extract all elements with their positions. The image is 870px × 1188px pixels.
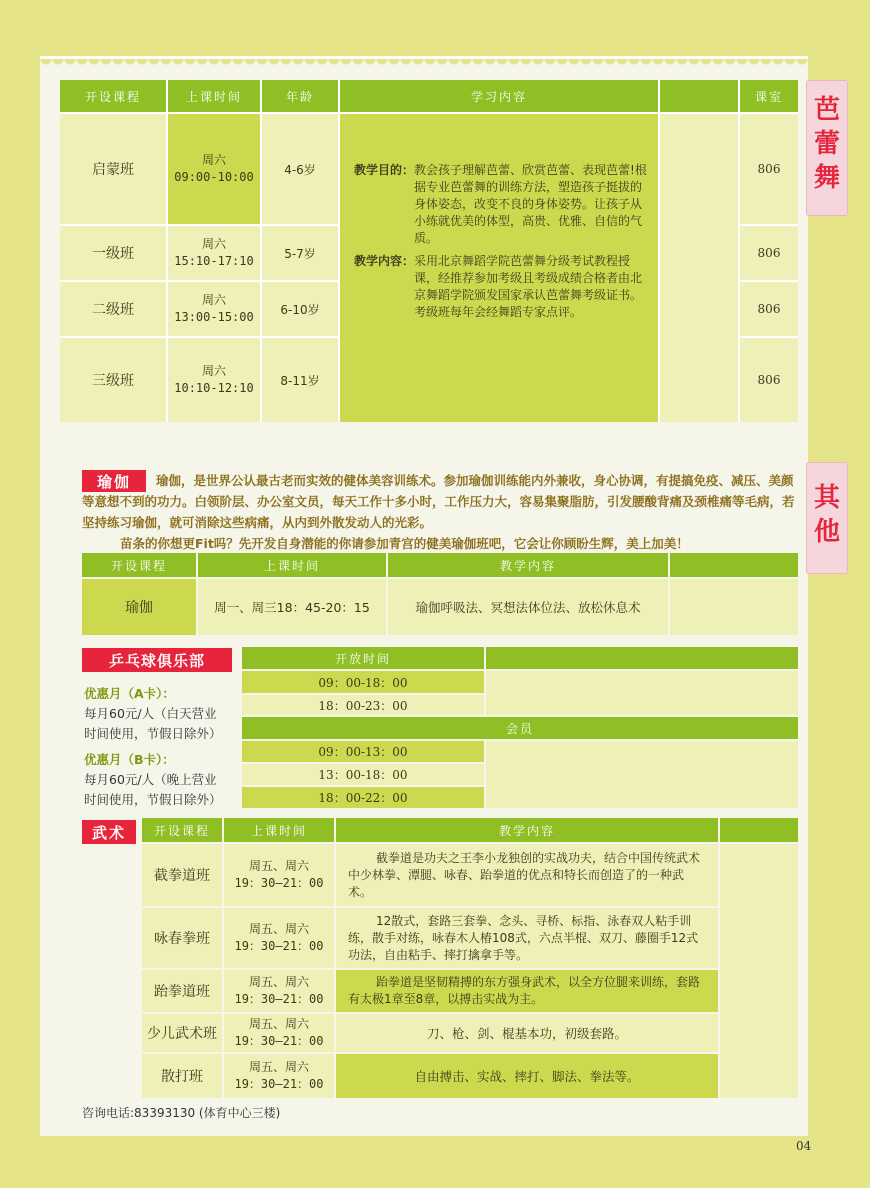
yoga-content: 瑜伽呼吸法、冥想法体位法、放松休息术 — [388, 579, 668, 635]
wushu-header-blank — [720, 818, 798, 842]
wushu-time — [224, 970, 334, 1012]
wushu-time — [224, 1054, 334, 1098]
wushu-content — [336, 908, 718, 968]
ballet-age: 4-6岁 — [262, 114, 338, 224]
yoga-blank — [670, 579, 798, 635]
ballet-course-name: 启蒙班 — [60, 114, 166, 224]
wushu-content — [336, 970, 718, 1012]
ballet-header-age: 年龄 — [262, 80, 338, 112]
card-b-title: 优惠月（B卡）： — [84, 752, 175, 767]
bottom-band — [0, 1136, 870, 1188]
wushu-blank-column — [720, 844, 798, 1098]
card-a — [84, 684, 222, 744]
card-b-text: 每月60元/人（晚上营业 — [84, 772, 217, 787]
wushu-header-content: 教学内容 — [336, 818, 718, 842]
wushu-course-name: 跆拳道班 — [142, 970, 222, 1012]
pingpong-open-time: 18：00-23：00 — [242, 695, 484, 715]
ballet-day: 周六 — [201, 364, 226, 378]
wushu-course-name: 截拳道班 — [142, 844, 222, 906]
pingpong-member-time: 09：00-13：00 — [242, 741, 484, 762]
ballet-room: 806 — [740, 114, 798, 224]
pingpong-title: 乒乓球俱乐部 — [82, 648, 232, 672]
pingpong-header-blank — [486, 647, 798, 669]
ballet-age: 8-11岁 — [262, 338, 338, 422]
wushu-days: 周五、周六 — [248, 1017, 309, 1031]
ballet-day: 周六 — [201, 153, 226, 167]
ballet-hours: 13:00-15:00 — [174, 310, 254, 324]
ballet-room: 806 — [740, 282, 798, 336]
wushu-header-course: 开设课程 — [142, 818, 222, 842]
ballet-day: 周六 — [201, 237, 226, 251]
ballet-time — [168, 338, 260, 422]
ballet-header-room: 课室 — [740, 80, 798, 112]
wushu-course-name: 少儿武术班 — [142, 1014, 222, 1052]
tab-ballet-char: 芭 — [813, 95, 840, 125]
ballet-goal-text: 教会孩子理解芭蕾、欣赏芭蕾、表现芭蕾!根据专业芭蕾舞的训练方法，塑造孩子挺拔的身体姿态，改变不良的身体姿势。让孩子从小练就优美的体型，高贵、优雅、自信的气质。 — [414, 163, 647, 245]
ballet-content — [340, 114, 658, 422]
ballet-course-name: 三级班 — [60, 338, 166, 422]
ballet-hours: 09:00-10:00 — [174, 170, 254, 184]
pingpong-member-header: 会员 — [242, 717, 798, 739]
yoga-course-name: 瑜伽 — [82, 579, 196, 635]
wushu-content: 刀、枪、剑、棍基本功，初级套路。 — [336, 1014, 718, 1052]
ballet-header-blank — [660, 80, 738, 112]
ballet-header-content: 学习内容 — [340, 80, 658, 112]
wushu-hours: 19：30—21：00 — [234, 1034, 324, 1048]
tab-ballet-char: 蕾 — [813, 129, 840, 159]
tab-other-char: 他 — [813, 517, 840, 547]
ballet-time — [168, 114, 260, 224]
card-a-text: 每月60元/人（白天营业 — [84, 706, 217, 721]
yoga-header-course: 开设课程 — [82, 553, 196, 577]
pingpong-open-time: 09：00-18：00 — [242, 671, 484, 693]
ballet-room: 806 — [740, 226, 798, 280]
wushu-content-text: 12散式，套路三套拳、念头、寻桥、标指、泳春双人粘手训练，散手对练，咏春木人椿108式，六点半棍、双刀、藤圈手12式功法，自由粘手、摔打擒拿手等。 — [348, 913, 699, 962]
tab-other-char: 其 — [813, 483, 840, 513]
yoga-header-blank — [670, 553, 798, 577]
ballet-course-name: 一级班 — [60, 226, 166, 280]
ballet-teaching — [354, 253, 652, 321]
wushu-content-text: 截拳道是功夫之王李小龙独创的实战功夫，结合中国传统武术中少林拳、潭腿、咏春、跆拳道的优点和特长而创造了的一种武术。 — [348, 850, 701, 899]
yoga-time: 周一、周三18：45-20：15 — [198, 579, 386, 635]
yoga-header-content: 教学内容 — [388, 553, 668, 577]
wushu-course-name: 咏春拳班 — [142, 908, 222, 968]
wushu-title: 武术 — [82, 820, 136, 844]
pingpong-open-header: 开放时间 — [242, 647, 484, 669]
yoga-intro: 瑜伽，是世界公认最古老而实效的健体美容训练术。参加瑜伽训练能内外兼收，身心协调，有提搞免疫、减压、美颜等意想不到的功力。白领阶层、办公室文员，每天工作十多小时，工作压力大，容易集聚脂肪，引发腰酸背痛及颈椎痛等毛病，若坚持练习瑜伽，就可消除这些病痛，从内到外散发动人的光彩。 — [82, 473, 795, 530]
tab-other — [806, 462, 848, 574]
pingpong-member-blank — [486, 741, 798, 808]
pingpong-open-blank — [486, 671, 798, 715]
card-a-text: 时间使用，节假日除外） — [84, 726, 222, 741]
wushu-days: 周五、周六 — [248, 859, 309, 873]
wushu-days: 周五、周六 — [248, 922, 309, 936]
ballet-hours: 15:10-17:10 — [174, 254, 254, 268]
tab-ballet-char: 舞 — [813, 163, 840, 193]
wushu-days: 周五、周六 — [248, 1060, 309, 1074]
card-a-title: 优惠月（A卡）： — [84, 686, 175, 701]
ballet-time — [168, 226, 260, 280]
pingpong-member-time: 18：00-22：00 — [242, 787, 484, 808]
wushu-content-text: 跆拳道是坚韧精搏的东方强身武术，以全方位腿来训练，套路有太极1章至8章，以搏击实战为主。 — [348, 975, 701, 1006]
ballet-room: 806 — [740, 338, 798, 422]
ballet-goal — [354, 162, 652, 247]
top-band — [0, 0, 870, 56]
wushu-time — [224, 844, 334, 906]
ballet-hours: 10:10-12:10 — [174, 381, 254, 395]
ballet-blank-column — [660, 114, 738, 422]
yoga-title: 瑜伽 — [82, 470, 146, 492]
wushu-header-time: 上课时间 — [224, 818, 334, 842]
pingpong-member-time: 13：00-18：00 — [242, 764, 484, 785]
wushu-time — [224, 908, 334, 968]
ballet-header-course: 开设课程 — [60, 80, 166, 112]
yoga-header-time: 上课时间 — [198, 553, 386, 577]
contact-info: 咨询电话:83393130 (体育中心三楼) — [82, 1106, 281, 1120]
ballet-day: 周六 — [201, 293, 226, 307]
page-number: 04 — [796, 1139, 812, 1153]
wushu-hours: 19：30—21：00 — [234, 992, 324, 1006]
wushu-time — [224, 1014, 334, 1052]
ballet-time — [168, 282, 260, 336]
wushu-course-name: 散打班 — [142, 1054, 222, 1098]
ballet-age: 5-7岁 — [262, 226, 338, 280]
tab-ballet — [806, 80, 848, 216]
card-b-text: 时间使用，节假日除外） — [84, 792, 222, 807]
wushu-content — [336, 844, 718, 906]
ballet-course-name: 二级班 — [60, 282, 166, 336]
wushu-content: 自由搏击、实战、摔打、脚法、拳法等。 — [336, 1054, 718, 1098]
ballet-age: 6-10岁 — [262, 282, 338, 336]
ballet-goal-label: 教学目的： — [354, 163, 415, 177]
ballet-teaching-label: 教学内容： — [354, 254, 415, 268]
yoga-slogan: 苗条的你想更Fit吗？先开发自身潜能的你请参加青宫的健美瑜伽班吧，它会让你顾盼生辉，美上加美！ — [120, 536, 689, 551]
ballet-teaching-text: 采用北京舞蹈学院芭蕾舞分级考试教程授课，经推荐参加考级且考级成绩合格者由北京舞蹈学院颁发国家承认芭蕾舞考级证书。考级班每年会经舞蹈专家点评。 — [414, 254, 643, 319]
wushu-hours: 19：30—21：00 — [234, 1077, 324, 1091]
wushu-hours: 19：30—21：00 — [234, 939, 324, 953]
ballet-header-time: 上课时间 — [168, 80, 260, 112]
wushu-days: 周五、周六 — [248, 975, 309, 989]
wushu-hours: 19：30—21：00 — [234, 876, 324, 890]
card-b — [84, 750, 222, 810]
